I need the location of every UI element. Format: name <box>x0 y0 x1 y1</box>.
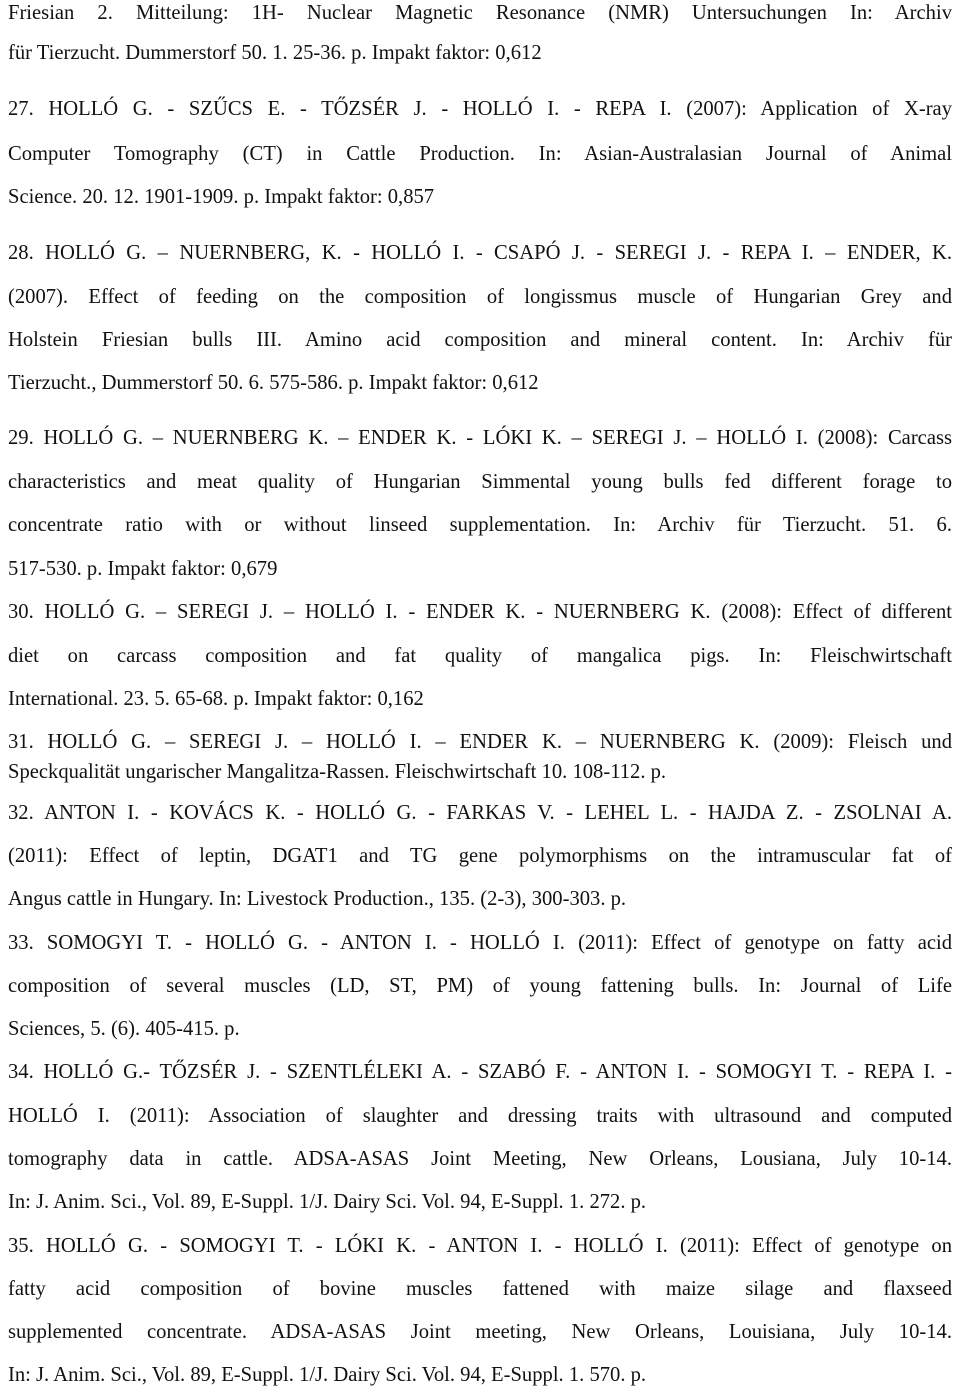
text-line: Tierzucht., Dummerstorf 50. 6. 575-586. p. Impakt faktor: 0,612 <box>8 372 539 394</box>
reference-33-line: 33. SOMOGYI T. - HOLLÓ G. - ANTON I. - HOLLÓ I. (2011): Effect of genotype on fatty acid <box>8 932 952 954</box>
text-line: (2007). Effect of feeding on the composition of longissmus muscle of Hungarian Grey and <box>8 286 952 308</box>
reference-34-line: 34. HOLLÓ G.- TŐZSÉR J. - SZENTLÉLEKI A. - SZABÓ F. - ANTON I. - SOMOGYI T. - REPA I. - <box>8 1061 952 1083</box>
text-line: composition of several muscles (LD, ST, PM) of young fattening bulls. In: Journal of Life <box>8 975 952 997</box>
text-line: International. 23. 5. 65-68. p. Impakt faktor: 0,162 <box>8 688 424 710</box>
text-line: concentrate ratio with or without linseed supplementation. In: Archiv für Tierzucht. 51. 6. <box>8 514 952 536</box>
text-line: für Tierzucht. Dummerstorf 50. 1. 25-36. p. Impakt faktor: 0,612 <box>8 42 542 64</box>
reference-27-line: 27. HOLLÓ G. - SZŰCS E. - TŐZSÉR J. - HOLLÓ I. - REPA I. (2007): Application of X-ray <box>8 98 952 120</box>
text-line: Computer Tomography (CT) in Cattle Production. In: Asian-Australasian Journal of Animal <box>8 143 952 165</box>
reference-30-line: 30. HOLLÓ G. – SEREGI J. – HOLLÓ I. - ENDER K. - NUERNBERG K. (2008): Effect of different <box>8 601 952 623</box>
text-line: In: J. Anim. Sci., Vol. 89, E-Suppl. 1/J. Dairy Sci. Vol. 94, E-Suppl. 1. 570. p. <box>8 1364 647 1386</box>
reference-28-line: 28. HOLLÓ G. – NUERNBERG, K. - HOLLÓ I. - CSAPÓ J. - SEREGI J. - REPA I. – ENDER, K. <box>8 242 952 264</box>
text-line: (2011): Effect of leptin, DGAT1 and TG gene polymorphisms on the intramuscular fat of <box>8 845 952 867</box>
text-line: Angus cattle in Hungary. In: Livestock Production., 135. (2-3), 300-303. p. <box>8 888 627 910</box>
text-line: Sciences, 5. (6). 405-415. p. <box>8 1018 240 1040</box>
text-line: Friesian 2. Mitteilung: 1H- Nuclear Magnetic Resonance (NMR) Untersuchungen In: Archiv <box>8 2 952 24</box>
text-line: 517-530. p. Impakt faktor: 0,679 <box>8 558 278 580</box>
text-line: Holstein Friesian bulls III. Amino acid composition and mineral content. In: Archiv für <box>8 329 952 351</box>
text-line: diet on carcass composition and fat quality of mangalica pigs. In: Fleischwirtschaft <box>8 645 952 667</box>
text-line: tomography data in cattle. ADSA-ASAS Joint Meeting, New Orleans, Lousiana, July 10-14. <box>8 1148 952 1170</box>
text-line: Speckqualität ungarischer Mangalitza-Rassen. Fleischwirtschaft 10. 108-112. p. <box>8 761 667 783</box>
reference-35-line: 35. HOLLÓ G. - SOMOGYI T. - LÓKI K. - ANTON I. - HOLLÓ I. (2011): Effect of genotype on <box>8 1235 952 1257</box>
reference-29-line: 29. HOLLÓ G. – NUERNBERG K. – ENDER K. - LÓKI K. – SEREGI J. – HOLLÓ I. (2008): Carcass <box>8 427 952 449</box>
text-line: characteristics and meat quality of Hungarian Simmental young bulls fed different forage to <box>8 471 952 493</box>
text-line: Science. 20. 12. 1901-1909. p. Impakt faktor: 0,857 <box>8 186 435 208</box>
reference-31-line: 31. HOLLÓ G. – SEREGI J. – HOLLÓ I. – ENDER K. – NUERNBERG K. (2009): Fleisch und <box>8 731 952 753</box>
text-line: In: J. Anim. Sci., Vol. 89, E-Suppl. 1/J. Dairy Sci. Vol. 94, E-Suppl. 1. 272. p. <box>8 1191 647 1213</box>
reference-32-line: 32. ANTON I. - KOVÁCS K. - HOLLÓ G. - FARKAS V. - LEHEL L. - HAJDA Z. - ZSOLNAI A. <box>8 802 952 824</box>
text-line: fatty acid composition of bovine muscles fattened with maize silage and flaxseed <box>8 1278 952 1300</box>
text-line: supplemented concentrate. ADSA-ASAS Joint meeting, New Orleans, Louisiana, July 10-14. <box>8 1321 952 1343</box>
text-line: HOLLÓ I. (2011): Association of slaughter and dressing traits with ultrasound and computed <box>8 1105 952 1127</box>
